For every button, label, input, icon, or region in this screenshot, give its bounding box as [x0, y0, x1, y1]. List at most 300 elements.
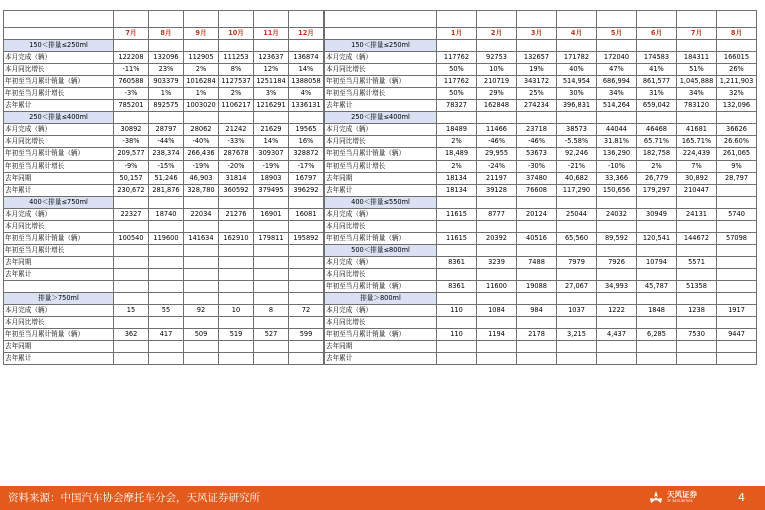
empty-cell	[254, 196, 289, 208]
value-cell	[597, 220, 637, 232]
month-header: 7月	[114, 28, 149, 40]
value-cell: 150,656	[597, 184, 637, 196]
value-cell: 23%	[149, 64, 184, 76]
table-row	[325, 280, 757, 292]
empty-cell	[517, 40, 557, 52]
value-cell	[637, 353, 677, 365]
value-cell	[597, 268, 637, 280]
value-cell: 18134	[437, 172, 477, 184]
value-cell	[637, 268, 677, 280]
value-cell: -19%	[254, 160, 289, 172]
value-cell	[254, 256, 289, 268]
value-cell: 136874	[289, 52, 324, 64]
table-row	[325, 136, 757, 148]
value-cell: 1127537	[219, 76, 254, 88]
value-cell: 2%	[437, 160, 477, 172]
row-label: 本月完成（辆）	[4, 208, 114, 220]
section-label: 500＜排量≤800ml	[325, 244, 437, 256]
value-cell	[219, 280, 254, 292]
value-cell	[114, 220, 149, 232]
value-cell: 110	[437, 329, 477, 341]
section-label: 250＜排量≤400ml	[4, 112, 114, 124]
row-label: 本月完成（辆）	[4, 52, 114, 64]
value-cell	[184, 280, 219, 292]
empty-cell	[184, 196, 219, 208]
value-cell: 89,592	[597, 232, 637, 244]
empty-cell	[637, 112, 677, 124]
blank-cell	[254, 11, 289, 28]
row-label: 本月同比增长	[325, 136, 437, 148]
month-header: 9月	[184, 28, 219, 40]
month-header: 10月	[219, 28, 254, 40]
value-cell: 195892	[289, 232, 324, 244]
value-cell	[717, 184, 757, 196]
value-cell	[219, 268, 254, 280]
value-cell	[557, 341, 597, 353]
empty-cell	[184, 40, 219, 52]
row-label: 去年累计	[4, 353, 114, 365]
value-cell: 92	[184, 305, 219, 317]
value-cell: 514,954	[557, 76, 597, 88]
empty-cell	[557, 293, 597, 305]
section-row	[4, 196, 324, 208]
value-cell: 26.60%	[717, 136, 757, 148]
value-cell: 11600	[477, 280, 517, 292]
blank-cell	[717, 11, 757, 28]
value-cell: 266,436	[184, 148, 219, 160]
empty-cell	[637, 40, 677, 52]
empty-cell	[254, 293, 289, 305]
blank-cell	[517, 11, 557, 28]
value-cell: 9%	[717, 160, 757, 172]
value-cell: 1917	[717, 305, 757, 317]
value-cell: 132096	[149, 52, 184, 64]
month-header-row	[325, 28, 757, 40]
value-cell: 209,577	[114, 148, 149, 160]
row-label: 去年累计	[4, 100, 114, 112]
table-row	[4, 172, 324, 184]
table-row	[4, 220, 324, 232]
value-cell: 100540	[114, 232, 149, 244]
value-cell: 179811	[254, 232, 289, 244]
row-label: 本月同比增长	[4, 64, 114, 76]
row-label: 本月同比增长	[4, 220, 114, 232]
value-cell: 760588	[114, 76, 149, 88]
row-label: 年初至当月累计销量（辆）	[325, 329, 437, 341]
table-row	[4, 353, 324, 365]
value-cell	[597, 353, 637, 365]
tf-logo-icon	[648, 490, 664, 506]
value-cell	[637, 317, 677, 329]
value-cell	[557, 220, 597, 232]
value-cell	[477, 268, 517, 280]
empty-cell	[477, 244, 517, 256]
value-cell	[254, 353, 289, 365]
value-cell: 24131	[677, 208, 717, 220]
table-row	[325, 76, 757, 88]
value-cell	[149, 244, 184, 256]
value-cell: 1388058	[289, 76, 324, 88]
empty-cell	[597, 40, 637, 52]
empty-cell	[677, 40, 717, 52]
value-cell: 21242	[219, 124, 254, 136]
value-cell	[149, 220, 184, 232]
table-row	[4, 329, 324, 341]
empty-cell	[149, 112, 184, 124]
value-cell: 1106217	[219, 100, 254, 112]
table-row	[325, 329, 757, 341]
value-cell: 686,994	[597, 76, 637, 88]
value-cell: 417	[149, 329, 184, 341]
value-cell: 659,042	[637, 100, 677, 112]
section-row	[325, 40, 757, 52]
empty-cell	[557, 40, 597, 52]
value-cell: 8%	[219, 64, 254, 76]
value-cell	[149, 268, 184, 280]
empty-cell	[114, 40, 149, 52]
empty-cell	[149, 40, 184, 52]
value-cell: 4,437	[597, 329, 637, 341]
value-cell: 16797	[289, 172, 324, 184]
row-label: 去年累计	[325, 100, 437, 112]
table-row	[325, 160, 757, 172]
value-cell	[114, 268, 149, 280]
value-cell: 396,831	[557, 100, 597, 112]
value-cell	[557, 353, 597, 365]
value-cell: 27,067	[557, 280, 597, 292]
value-cell	[517, 341, 557, 353]
section-label: 400＜排量≤550ml	[325, 196, 437, 208]
value-cell: 34%	[677, 88, 717, 100]
value-cell: 123637	[254, 52, 289, 64]
value-cell: 7979	[557, 256, 597, 268]
table-row	[4, 341, 324, 353]
value-cell	[637, 220, 677, 232]
value-cell: 2178	[517, 329, 557, 341]
row-label: 去年累计	[4, 268, 114, 280]
value-cell: 21197	[477, 172, 517, 184]
empty-cell	[597, 196, 637, 208]
blank-cell	[637, 11, 677, 28]
value-cell: 527	[254, 329, 289, 341]
value-cell	[557, 317, 597, 329]
month-header: 7月	[677, 28, 717, 40]
row-label: 本月完成（辆）	[325, 208, 437, 220]
source-note: 资料来源：中国汽车协会摩托车分会，天风证券研究所	[8, 492, 260, 504]
table-row	[4, 280, 324, 292]
section-row	[325, 112, 757, 124]
table-row	[4, 124, 324, 136]
value-cell	[289, 256, 324, 268]
empty-cell	[637, 244, 677, 256]
value-cell	[437, 341, 477, 353]
table-row	[4, 52, 324, 64]
value-cell: 5571	[677, 256, 717, 268]
value-cell: 117762	[437, 52, 477, 64]
value-cell: 132,096	[717, 100, 757, 112]
blank-header-row	[4, 11, 324, 28]
value-cell: -38%	[114, 136, 149, 148]
value-cell: 30892	[114, 124, 149, 136]
table-row	[325, 88, 757, 100]
table-row	[4, 256, 324, 268]
page-number: 4	[738, 491, 745, 504]
row-label: 年初至当月累计销量（辆）	[4, 76, 114, 88]
value-cell: 119600	[149, 232, 184, 244]
table-row	[325, 52, 757, 64]
value-cell: 51%	[677, 64, 717, 76]
value-cell: 37480	[517, 172, 557, 184]
value-cell: -11%	[114, 64, 149, 76]
value-cell: 4%	[289, 88, 324, 100]
value-cell	[477, 353, 517, 365]
month-header: 6月	[637, 28, 677, 40]
value-cell	[477, 317, 517, 329]
value-cell: 92753	[477, 52, 517, 64]
table-row	[4, 148, 324, 160]
value-cell: 33,366	[597, 172, 637, 184]
value-cell: 1,211,903	[717, 76, 757, 88]
section-row	[4, 40, 324, 52]
row-label: 去年累计	[4, 184, 114, 196]
value-cell: 1336131	[289, 100, 324, 112]
value-cell: 50%	[437, 64, 477, 76]
value-cell: 117,290	[557, 184, 597, 196]
blank-cell	[149, 11, 184, 28]
value-cell: 51358	[677, 280, 717, 292]
value-cell: 141634	[184, 232, 219, 244]
value-cell: 20392	[477, 232, 517, 244]
value-cell: 1251184	[254, 76, 289, 88]
value-cell	[114, 244, 149, 256]
value-cell: 1222	[597, 305, 637, 317]
value-cell	[437, 220, 477, 232]
value-cell: 30949	[637, 208, 677, 220]
value-cell: 1194	[477, 329, 517, 341]
value-cell: 31%	[637, 88, 677, 100]
value-cell: 28797	[149, 124, 184, 136]
value-cell	[677, 220, 717, 232]
empty-cell	[717, 112, 757, 124]
value-cell: -40%	[184, 136, 219, 148]
header-blank-cell	[325, 28, 437, 40]
empty-cell	[289, 293, 324, 305]
empty-cell	[114, 112, 149, 124]
value-cell	[219, 317, 254, 329]
value-cell: 110	[437, 305, 477, 317]
value-cell: -44%	[149, 136, 184, 148]
empty-cell	[437, 112, 477, 124]
value-cell: 182,758	[637, 148, 677, 160]
table-row	[325, 232, 757, 244]
value-cell	[597, 341, 637, 353]
value-cell	[717, 220, 757, 232]
row-label: 年初至当月累计销量（辆）	[325, 148, 437, 160]
empty-cell	[254, 40, 289, 52]
value-cell: 166015	[717, 52, 757, 64]
value-cell	[149, 280, 184, 292]
value-cell: 41681	[677, 124, 717, 136]
table-row	[325, 268, 757, 280]
row-label: 本月完成（辆）	[325, 52, 437, 64]
value-cell: 132657	[517, 52, 557, 64]
month-header: 5月	[597, 28, 637, 40]
empty-cell	[597, 244, 637, 256]
value-cell: 25044	[557, 208, 597, 220]
value-cell	[677, 317, 717, 329]
blank-cell	[289, 11, 324, 28]
empty-cell	[517, 196, 557, 208]
value-cell: 599	[289, 329, 324, 341]
empty-cell	[517, 293, 557, 305]
value-cell: 309307	[254, 148, 289, 160]
value-cell: 162848	[477, 100, 517, 112]
row-label: 年初至当月累计增长	[4, 88, 114, 100]
value-cell: -19%	[184, 160, 219, 172]
empty-cell	[637, 293, 677, 305]
value-cell: 8361	[437, 280, 477, 292]
value-cell: 12%	[254, 64, 289, 76]
value-cell: 2%	[219, 88, 254, 100]
value-cell	[717, 268, 757, 280]
table-row	[325, 220, 757, 232]
table-row	[325, 256, 757, 268]
value-cell: 1,045,888	[677, 76, 717, 88]
value-cell: 40,682	[557, 172, 597, 184]
empty-cell	[557, 196, 597, 208]
table-row	[4, 76, 324, 88]
value-cell	[637, 341, 677, 353]
value-cell	[677, 341, 717, 353]
value-cell	[677, 353, 717, 365]
empty-cell	[184, 112, 219, 124]
value-cell: 117762	[437, 76, 477, 88]
value-cell: 26%	[717, 64, 757, 76]
value-cell: -33%	[219, 136, 254, 148]
section-label: 250＜排量≤400ml	[325, 112, 437, 124]
value-cell: 10%	[477, 64, 517, 76]
table-row	[325, 124, 757, 136]
value-cell: 19%	[517, 64, 557, 76]
value-cell: -46%	[517, 136, 557, 148]
value-cell: 3,215	[557, 329, 597, 341]
empty-cell	[557, 244, 597, 256]
value-cell: -9%	[114, 160, 149, 172]
table-row	[325, 100, 757, 112]
table-row	[325, 64, 757, 76]
value-cell: 15	[114, 305, 149, 317]
empty-cell	[677, 196, 717, 208]
table-row	[4, 244, 324, 256]
value-cell: 3%	[254, 88, 289, 100]
value-cell	[557, 268, 597, 280]
empty-cell	[114, 293, 149, 305]
value-cell: 34%	[597, 88, 637, 100]
value-cell	[289, 220, 324, 232]
value-cell	[437, 268, 477, 280]
section-label: 排量＞750ml	[4, 293, 114, 305]
value-cell: 10794	[637, 256, 677, 268]
table-row	[4, 268, 324, 280]
empty-cell	[477, 112, 517, 124]
header-blank-cell	[4, 28, 114, 40]
value-cell: -3%	[114, 88, 149, 100]
value-cell: -17%	[289, 160, 324, 172]
value-cell: 111253	[219, 52, 254, 64]
table-row	[4, 100, 324, 112]
value-cell: 78327	[437, 100, 477, 112]
row-label: 去年同期	[325, 172, 437, 184]
value-cell: 7926	[597, 256, 637, 268]
month-header: 12月	[289, 28, 324, 40]
value-cell: 3239	[477, 256, 517, 268]
value-cell: 46468	[637, 124, 677, 136]
table-row	[4, 232, 324, 244]
empty-cell	[477, 40, 517, 52]
table-row	[325, 341, 757, 353]
value-cell: 11466	[477, 124, 517, 136]
value-cell: 112905	[184, 52, 219, 64]
table-row	[325, 148, 757, 160]
value-cell: 23718	[517, 124, 557, 136]
section-label: 150＜排量≤250ml	[325, 40, 437, 52]
value-cell: 55	[149, 305, 184, 317]
row-label: 去年同期	[325, 341, 437, 353]
section-row	[325, 293, 757, 305]
value-cell: 785201	[114, 100, 149, 112]
month-header: 4月	[557, 28, 597, 40]
value-cell: 92,246	[557, 148, 597, 160]
value-cell: 16901	[254, 208, 289, 220]
value-cell: 519	[219, 329, 254, 341]
empty-cell	[677, 244, 717, 256]
value-cell: 25%	[517, 88, 557, 100]
value-cell: 19088	[517, 280, 557, 292]
value-cell	[184, 256, 219, 268]
value-cell: 51,246	[149, 172, 184, 184]
table-row	[4, 88, 324, 100]
value-cell: 29%	[477, 88, 517, 100]
value-cell: 44044	[597, 124, 637, 136]
section-label: 150＜排量≤250ml	[4, 40, 114, 52]
value-cell: 18903	[254, 172, 289, 184]
empty-cell	[517, 244, 557, 256]
empty-cell	[437, 244, 477, 256]
value-cell: -30%	[517, 160, 557, 172]
row-label: 年初至当月累计销量（辆）	[325, 232, 437, 244]
empty-cell	[597, 293, 637, 305]
value-cell	[114, 341, 149, 353]
row-label: 本月完成（辆）	[325, 256, 437, 268]
row-label: 本月完成（辆）	[4, 305, 114, 317]
section-row	[4, 293, 324, 305]
brand-name: 天风证券	[667, 490, 697, 499]
table-row	[325, 353, 757, 365]
empty-cell	[437, 293, 477, 305]
table-row	[4, 208, 324, 220]
empty-cell	[477, 293, 517, 305]
table-row	[4, 305, 324, 317]
value-cell: 396292	[289, 184, 324, 196]
value-cell	[677, 268, 717, 280]
value-cell: 22327	[114, 208, 149, 220]
value-cell: 1003020	[184, 100, 219, 112]
value-cell: -5.58%	[557, 136, 597, 148]
value-cell: 72	[289, 305, 324, 317]
month-header: 2月	[477, 28, 517, 40]
value-cell: 40%	[557, 64, 597, 76]
empty-cell	[717, 293, 757, 305]
